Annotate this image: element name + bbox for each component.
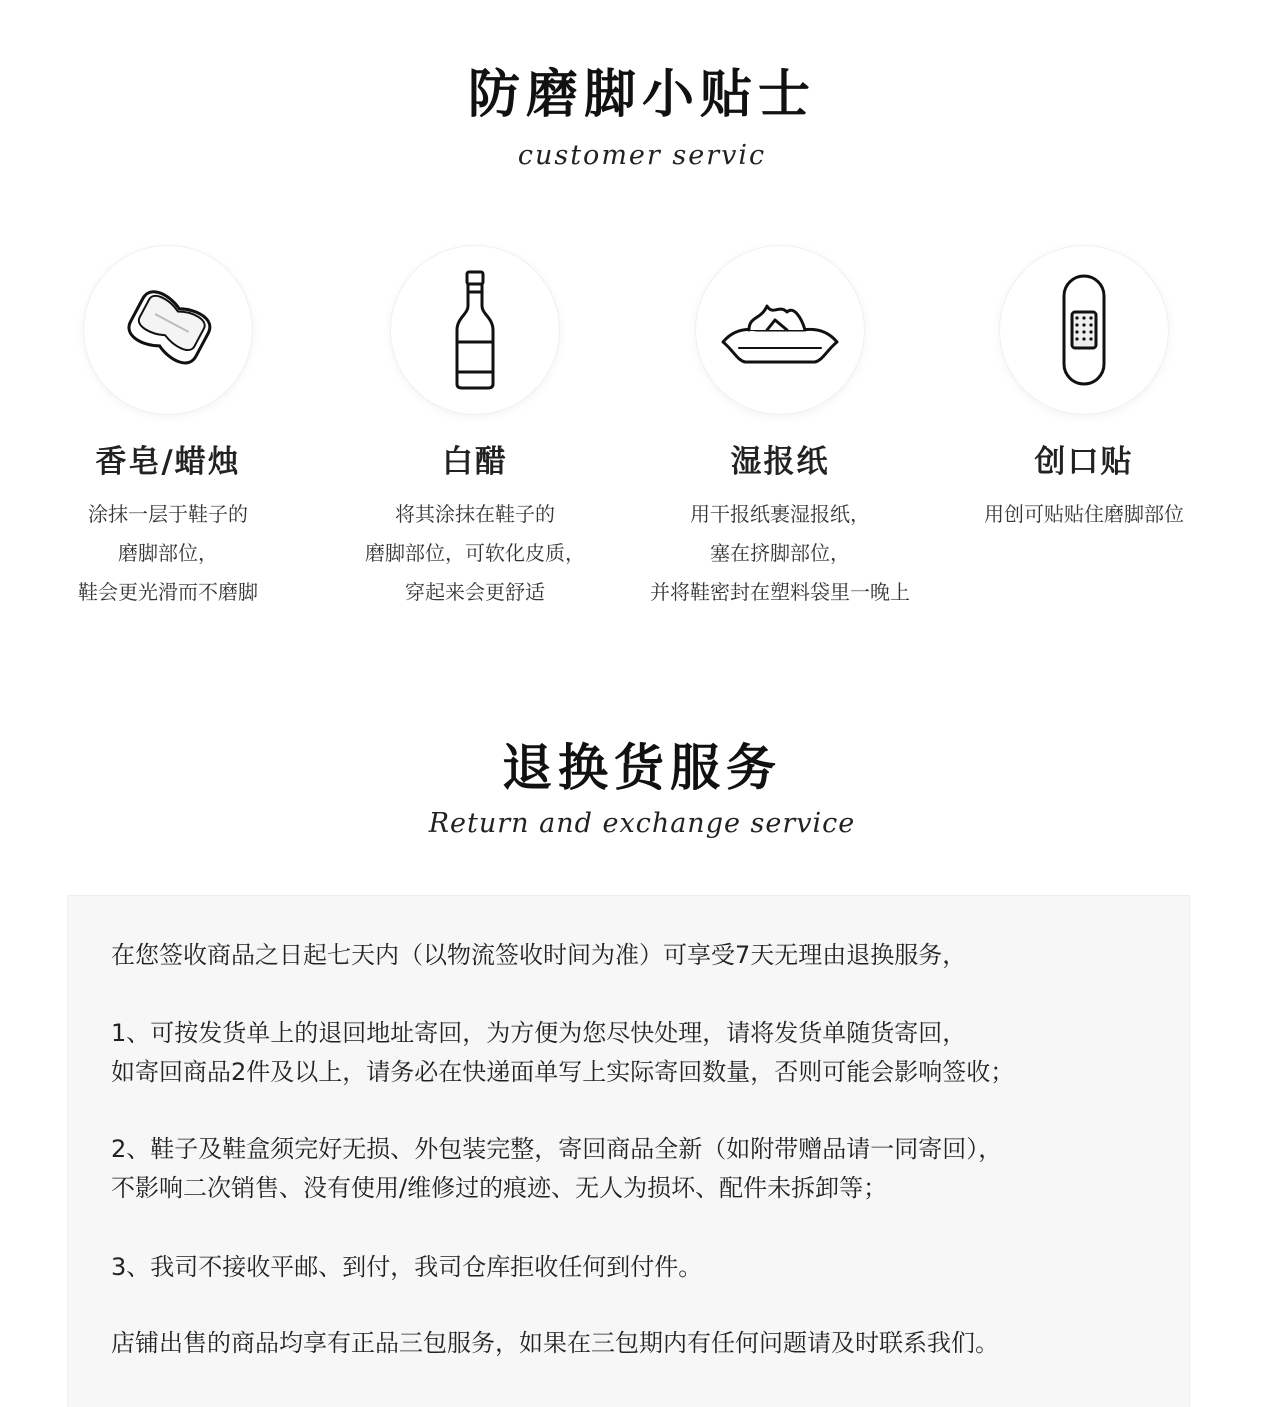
soap-icon	[113, 280, 223, 380]
tip-description: 用创可贴贴住磨脚部位	[984, 502, 1184, 526]
returns-policy-panel	[67, 895, 1190, 1407]
tip-description: 涂抹一层于鞋子的 磨脚部位， 鞋会更光滑而不磨脚	[78, 502, 258, 604]
tip-card-wet-paper	[620, 246, 940, 612]
tips-subtitle: customer servic	[517, 140, 767, 171]
returns-footer-note: 店铺出售的商品均享有正品三包服务，如果在三包期内有任何问题请及时联系我们。	[111, 1329, 999, 1357]
returns-subtitle: Return and exchange service	[428, 808, 856, 839]
tip-card-bandage	[924, 246, 1244, 534]
tip-description: 将其涂抹在鞋子的 磨脚部位，可软化皮质， 穿起来会更舒适	[365, 502, 585, 604]
wet-tissue-icon	[715, 290, 845, 370]
tip-icon-circle	[391, 246, 559, 414]
tip-name: 创口贴	[1034, 444, 1134, 480]
tip-icon-circle	[84, 246, 252, 414]
bottle-icon	[445, 268, 505, 392]
tip-card-vinegar	[315, 246, 635, 612]
tip-card-soap	[8, 246, 328, 612]
tip-description: 用干报纸裹湿报纸， 塞在挤脚部位， 并将鞋密封在塑料袋里一晚上	[650, 502, 910, 604]
returns-title: 退换货服务	[502, 739, 782, 797]
tip-icon-circle	[1000, 246, 1168, 414]
tip-name: 湿报纸	[730, 444, 830, 480]
returns-rule-1: 1、可按发货单上的退回地址寄回，为方便为您尽快处理，请将发货单随货寄回， 如寄回商品2件及以上，请务必在快递面单写上实际寄回数量，否则可能会影响签收；	[111, 1019, 1015, 1086]
tip-icon-circle	[696, 246, 864, 414]
returns-intro: 在您签收商品之日起七天内（以物流签收时间为准）可享受7天无理由退换服务，	[111, 941, 967, 969]
bandage-icon	[1056, 272, 1112, 388]
returns-rule-3: 3、我司不接收平邮、到付，我司仓库拒收任何到付件。	[111, 1253, 703, 1281]
tip-name: 白醋	[442, 444, 508, 480]
tip-name: 香皂/蜡烛	[95, 444, 241, 480]
tips-title: 防磨脚小贴士	[467, 65, 816, 125]
returns-rule-2: 2、鞋子及鞋盒须完好无损、外包装完整，寄回商品全新（如附带赠品请一同寄回）， 不影响二次销售、没有使用/维修过的痕迹、无人为损坏、配件未拆卸等；	[111, 1135, 1003, 1202]
